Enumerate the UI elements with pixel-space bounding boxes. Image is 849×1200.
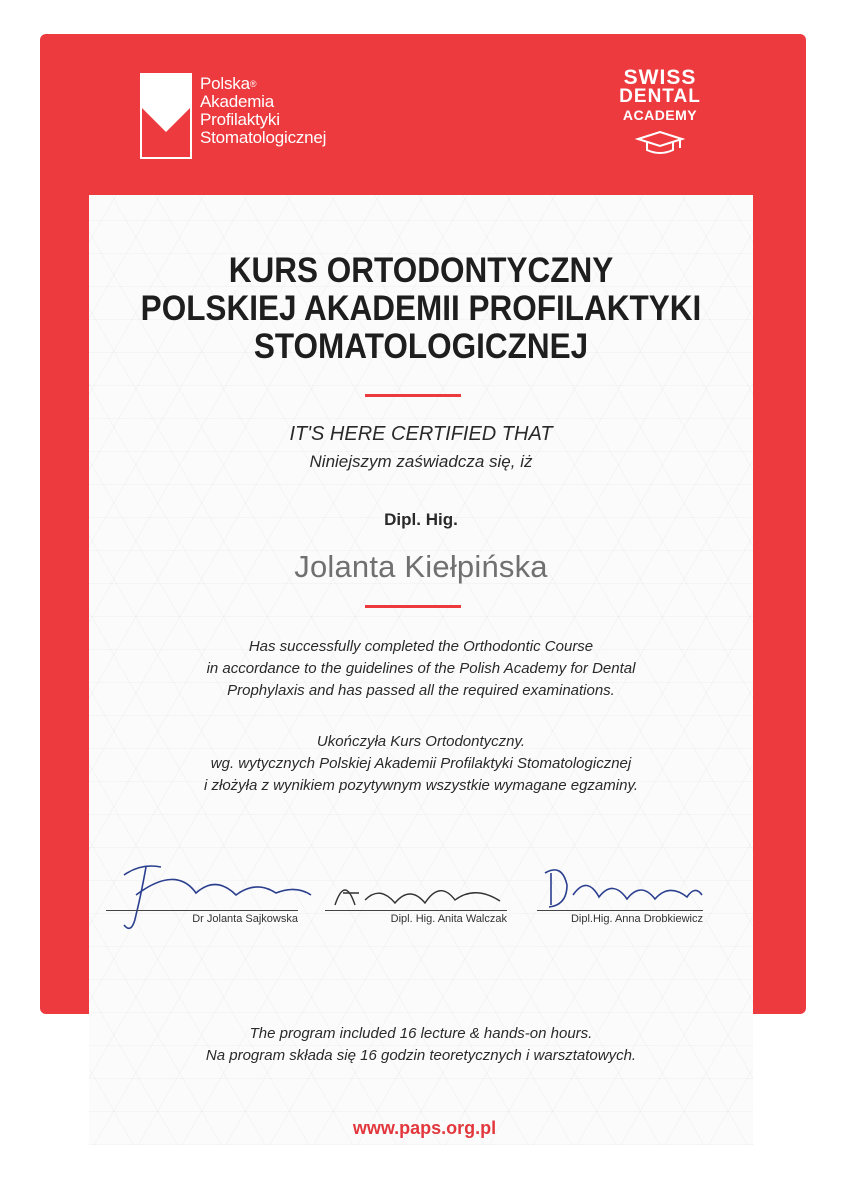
paps-mark-icon	[139, 72, 193, 160]
paps-wordmark: Polska® Akademia Profilaktyki Stomatologicznej	[200, 74, 327, 147]
certified-heading-pl: Niniejszym zaświadcza się, iż	[309, 452, 533, 471]
signature-block-1	[106, 855, 298, 939]
completion-statement-en: Has successfully completed the Orthodontic Course in accordance to the guidelines of the Polish Academy for Dental Prophylaxis and has passed all the required examinations.	[206, 638, 636, 699]
signatory-name-3: Dipl.Hig. Anna Drobkiewicz	[570, 913, 703, 925]
title-divider	[365, 394, 461, 397]
sda-line-swiss: SWISS	[623, 66, 697, 89]
sda-line-academy: ACADEMY	[622, 107, 698, 123]
signature-block-3	[537, 855, 703, 939]
signature-2-graphic	[325, 855, 515, 939]
paps-logo	[139, 72, 379, 172]
recipient-degree: Dipl. Hig.	[384, 510, 458, 529]
swiss-dental-academy-logo	[600, 68, 720, 157]
name-divider	[365, 605, 461, 608]
graduation-cap-icon	[635, 131, 685, 157]
signature-block-2	[325, 855, 507, 939]
sda-line-dental: DENTAL	[619, 86, 701, 107]
signature-line-1	[106, 910, 298, 911]
signature-1-graphic	[106, 855, 316, 939]
signatory-name-2: Dipl. Hig. Anita Walczak	[390, 913, 507, 925]
certificate-paper	[89, 195, 753, 1145]
certificate-title: KURS ORTODONTYCZNY POLSKIEJ AKADEMII PROFILAKTYKI STOMATOLOGICZNEJ	[140, 251, 702, 366]
program-hours-note: The program included 16 lecture & hands-on hours. Na program składa się 16 godzin teoretycznych i warsztatowych.	[205, 1025, 637, 1064]
signature-3-graphic	[537, 855, 707, 939]
recipient-name: Jolanta Kiełpińska	[294, 549, 548, 584]
signatory-name-1: Dr Jolanta Sajkowska	[192, 913, 298, 925]
website-url: www.paps.org.pl	[352, 1118, 497, 1138]
signature-line-2	[325, 910, 507, 911]
signature-row	[89, 855, 753, 955]
certified-heading-en: IT'S HERE CERTIFIED THAT	[289, 423, 553, 445]
completion-statement-pl: Ukończyła Kurs Ortodontyczny. wg. wytycznych Polskiej Akademii Profilaktyki Stomatologicznej i złożyła z wynikiem pozytywnym wszystkie wymagane egzaminy.	[203, 733, 639, 794]
signature-line-3	[537, 910, 703, 911]
